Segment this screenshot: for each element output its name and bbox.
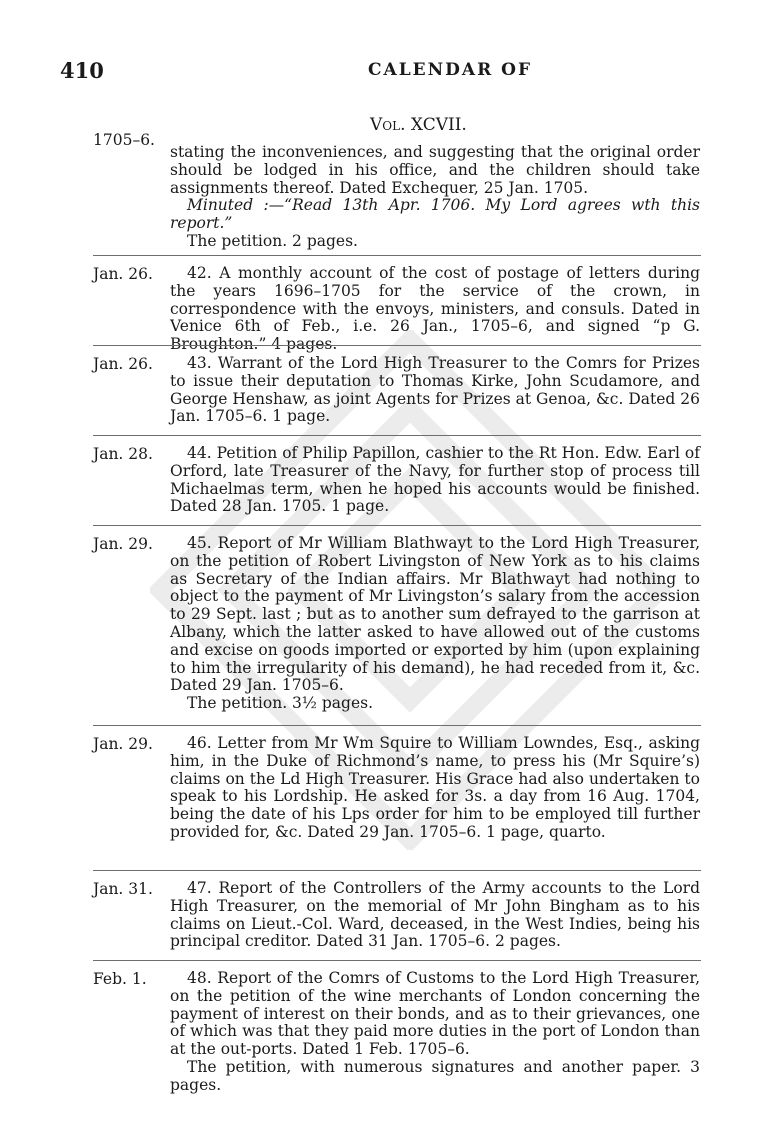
entry-text	[170, 355, 700, 426]
entry-date: Jan. 31.	[93, 880, 153, 898]
page-number: 410	[60, 58, 104, 83]
entry-divider	[93, 435, 701, 436]
entry-divider	[93, 525, 701, 526]
entry-text	[170, 735, 700, 842]
entry-paragraph: 46. Letter from Mr Wm Squire to William Lowndes, Esq., asking him, in the Duke of Richmond’s name, to press his (Mr Squire’s) claims on the Ld High Treasurer. His Grace had also undertaken to speak to his Lordship. He asked for 3s. a day from 16 Aug. 1704, being the date of his Lps order for him to be employed till further provided for, &c. Dated 29 Jan. 1705–6. 1 page, quarto.	[170, 734, 700, 841]
entry-date: Jan. 29.	[93, 535, 153, 553]
minute-note: Minuted :—“Read 13th Apr. 1706. My Lord agrees wth this report.”	[170, 196, 700, 233]
entry-paragraph: 43. Warrant of the Lord High Treasurer to the Comrs for Prizes to issue their deputation to Thomas Kirke, John Scudamore, and George Henshaw, as joint Agents for Prizes at Genoa, &c. Dated 26 Jan. 1705–6. 1 page.	[170, 354, 700, 426]
entry-date: Jan. 29.	[93, 735, 153, 753]
entry-date: Feb. 1.	[93, 970, 147, 988]
entry-paragraph: stating the inconveniences, and suggesting that the original order should be lodged in his office, and the children should take assignments thereof. Dated Exchequer, 25 Jan. 1705.	[170, 143, 700, 197]
entry-divider	[93, 255, 701, 256]
entry-text	[170, 144, 700, 251]
entry-text	[170, 880, 700, 951]
entry-text	[170, 265, 700, 354]
entry-paragraph: 44. Petition of Philip Papillon, cashier to the Rt Hon. Edw. Earl of Orford, late Treasurer of the Navy, for further stop of process till Michaelmas term, when he hoped his accounts would be finished. Dated 28 Jan. 1705. 1 page.	[170, 444, 700, 516]
entry-divider	[93, 725, 701, 726]
volume-label: Vol. XCVII.	[370, 115, 467, 135]
entry-paragraph: 45. Report of Mr William Blathwayt to the Lord High Treasurer, on the petition of Robert Livingston of New York as to his claims as Secretary of the Indian affairs. Mr Blathwayt had nothing to object to the payment of Mr Livingston’s salary from the accession to 29 Sept. last ; but as to another sum defrayed to the garrison at Albany, which the latter asked to have allowed out of the customs and excise on goods imported or exported by him (upon explaining to him the irregularity of his demand), he had receded from it, &c. Dated 29 Jan. 1705–6.	[170, 534, 700, 695]
entry-date: Jan. 26.	[93, 265, 153, 283]
entry-date: Jan. 28.	[93, 445, 153, 463]
entry-date: 1705–6.	[93, 131, 155, 149]
petition-note: The petition. 3½ pages.	[187, 694, 374, 713]
entry-text	[170, 445, 700, 516]
entry-text	[170, 535, 700, 713]
page-header	[60, 58, 698, 88]
entry-paragraph: 47. Report of the Controllers of the Army accounts to the Lord High Treasurer, on the memorial of Mr John Bingham as to his claims on Lieut.-Col. Ward, deceased, in the West Indies, being his principal creditor. Dated 31 Jan. 1705–6. 2 pages.	[170, 879, 700, 951]
entry-paragraph: 42. A monthly account of the cost of postage of letters during the years 1696–1705 for the service of the crown, in correspondence with the envoys, ministers, and consuls. Dated in Venice 6th of Feb., i.e. 26 Jan., 1705–6, and signed “p G. Broughton.” 4 pages.	[170, 264, 700, 354]
entry-date: Jan. 26.	[93, 355, 153, 373]
entry-divider	[93, 870, 701, 871]
entry-divider	[93, 345, 701, 346]
entry-text	[170, 970, 700, 1095]
entry-paragraph: 48. Report of the Comrs of Customs to the Lord High Treasurer, on the petition of the wine merchants of London concerning the payment of interest on their bonds, and as to their grievances, one of which was that they paid more duties in the port of London than at the out-ports. Dated 1 Feb. 1705–6.	[170, 969, 700, 1059]
entry-divider	[93, 960, 701, 961]
petition-note: The petition, with numerous signatures and another paper. 3 pages.	[170, 1057, 700, 1094]
running-title: CALENDAR OF	[368, 60, 533, 80]
petition-note: The petition. 2 pages.	[187, 231, 358, 250]
